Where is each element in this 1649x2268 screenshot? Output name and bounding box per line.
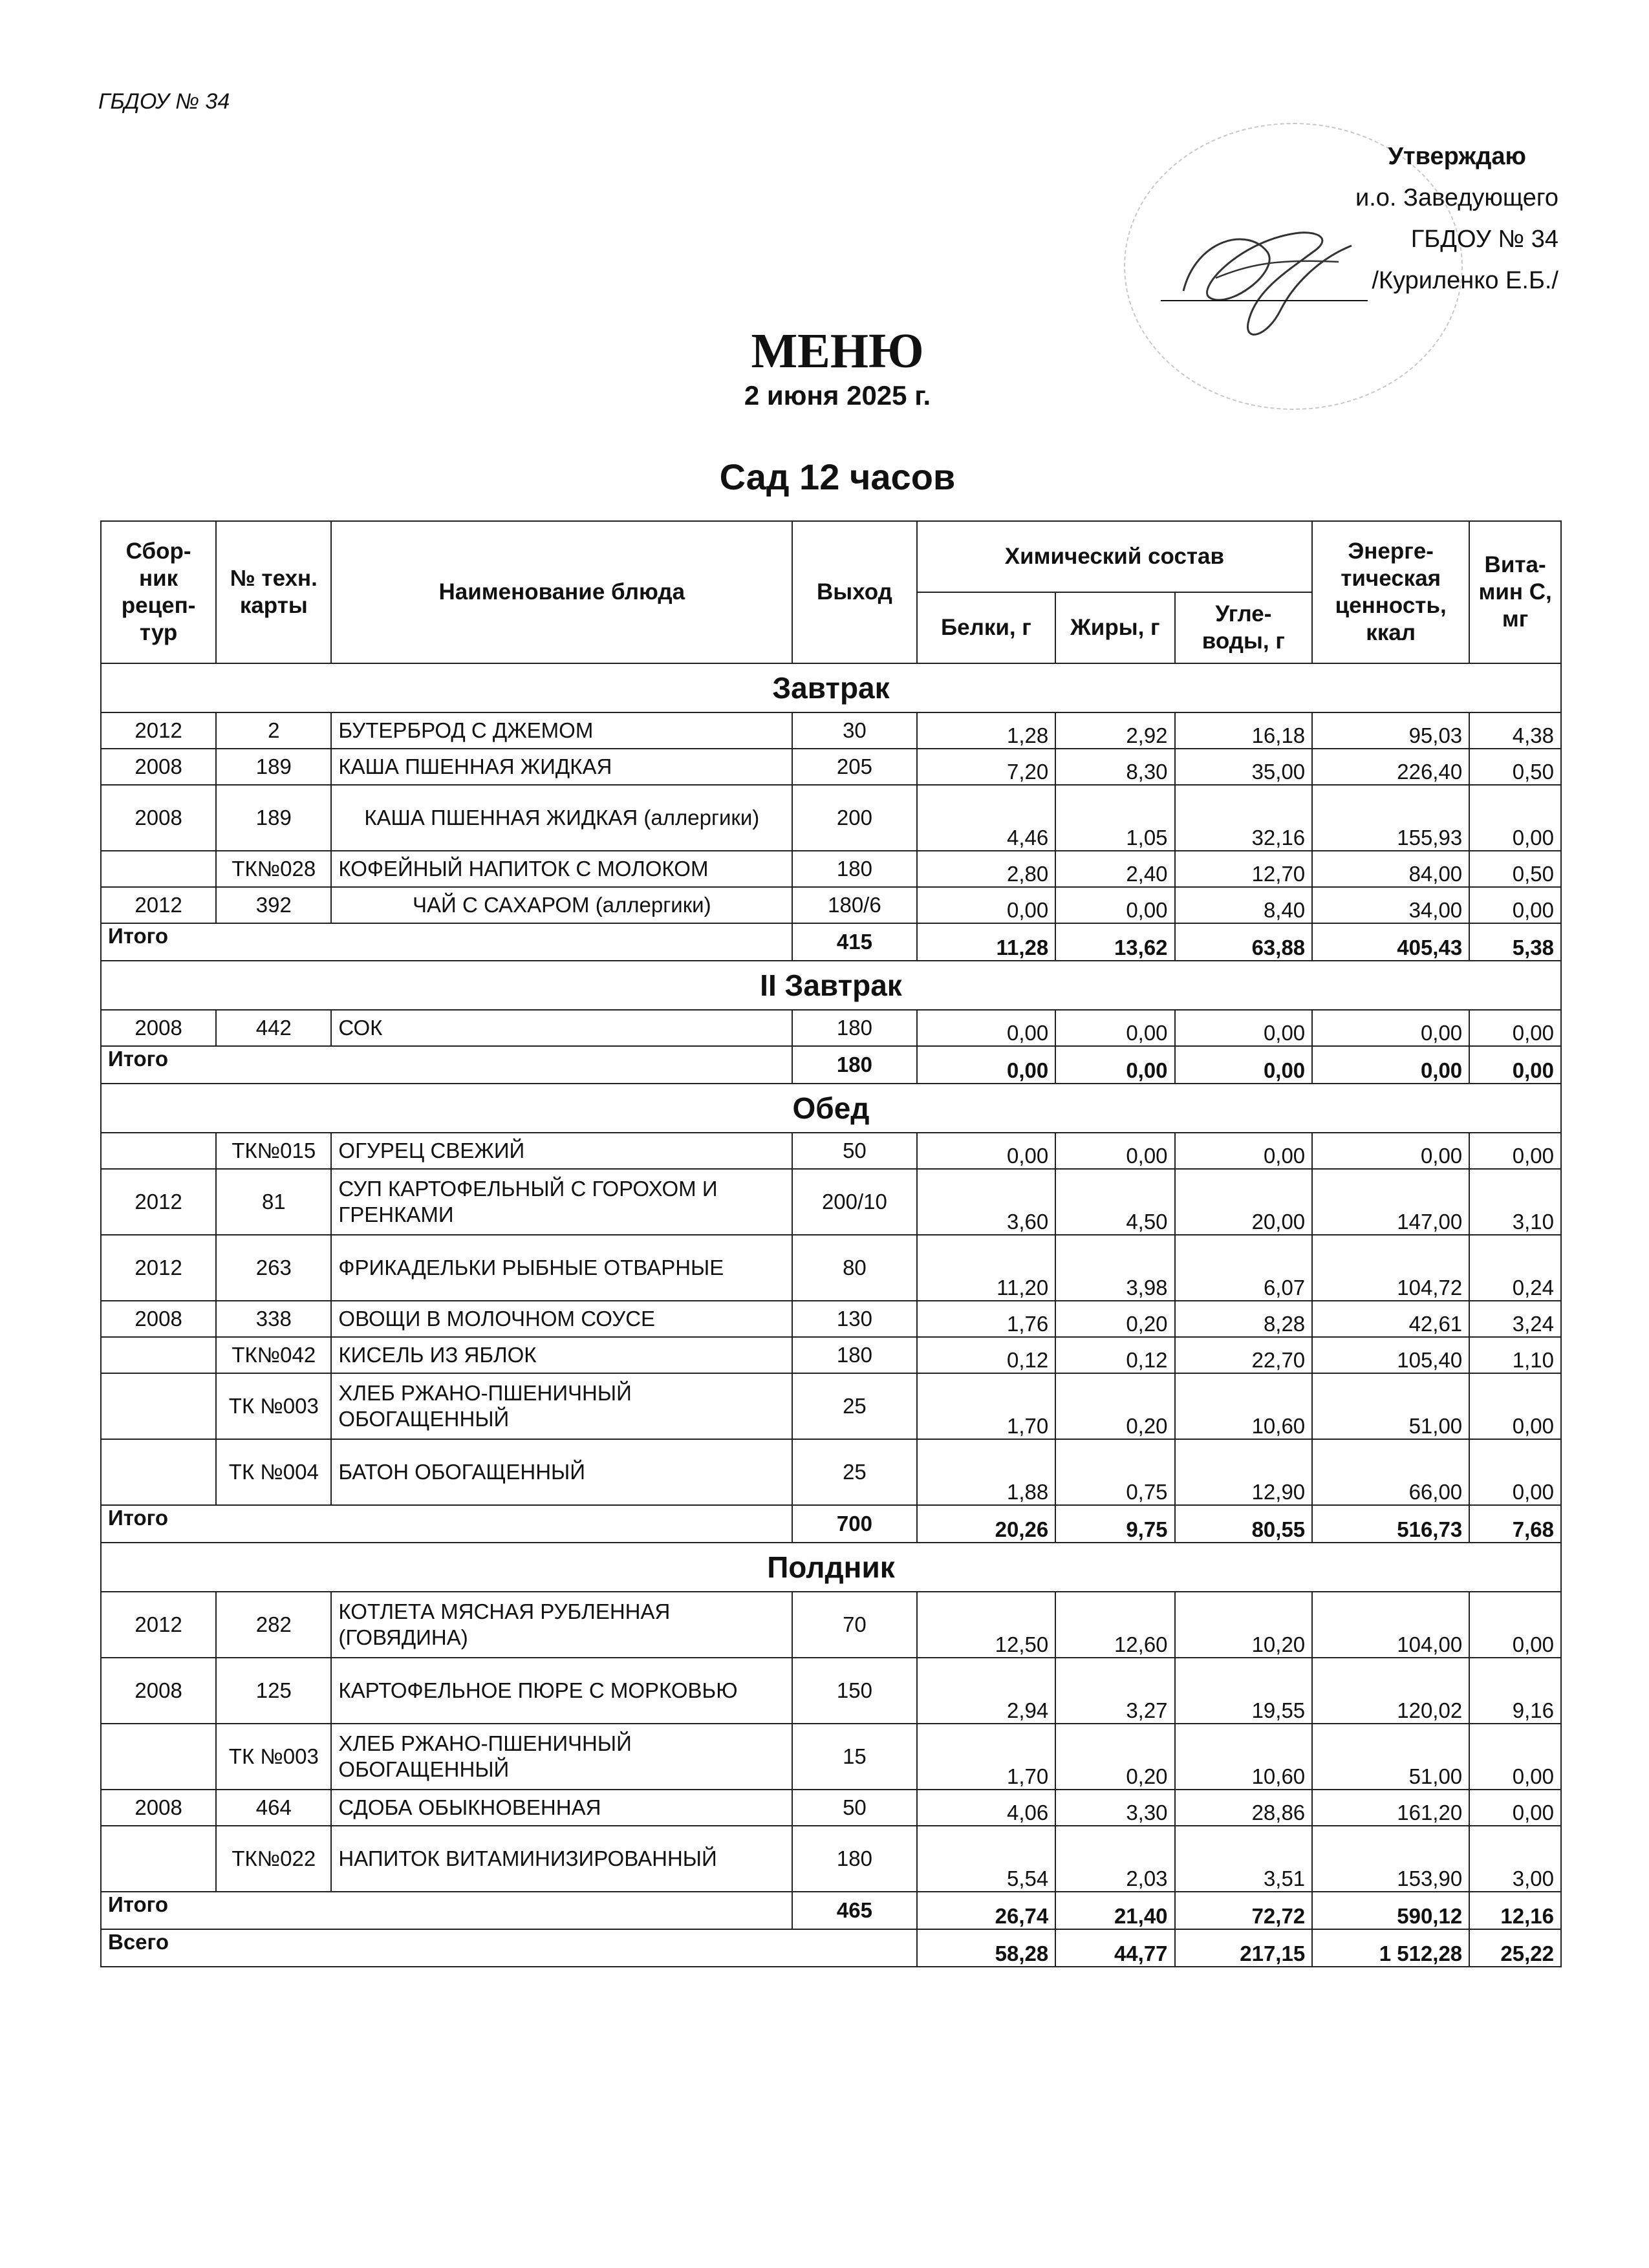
protein-cell: 1,70	[917, 1373, 1056, 1439]
card-cell: 442	[216, 1010, 331, 1046]
carbs-cell: 6,07	[1175, 1235, 1313, 1301]
vitamin-cell: 3,24	[1469, 1301, 1561, 1337]
total-fat: 0,00	[1055, 1046, 1174, 1084]
section-title: Завтрак	[101, 663, 1561, 712]
collection-cell: 2012	[101, 1235, 216, 1301]
output-cell: 200/10	[792, 1169, 916, 1235]
collection-cell: 2008	[101, 1790, 216, 1826]
total-energy: 590,12	[1312, 1892, 1469, 1929]
energy-cell: 84,00	[1312, 851, 1469, 887]
carbs-cell: 3,51	[1175, 1826, 1313, 1892]
total-protein: 0,00	[917, 1046, 1056, 1084]
carbs-cell: 28,86	[1175, 1790, 1313, 1826]
output-cell: 30	[792, 712, 916, 749]
carbs-cell: 22,70	[1175, 1337, 1313, 1373]
dish-name-cell: ХЛЕБ РЖАНО-ПШЕНИЧНЫЙ ОБОГАЩЕННЫЙ	[331, 1373, 792, 1439]
table-row	[101, 1826, 1561, 1892]
total-label: Итого	[101, 1892, 792, 1929]
fat-cell: 4,50	[1055, 1169, 1174, 1235]
section-title: Обед	[101, 1084, 1561, 1133]
protein-cell: 0,12	[917, 1337, 1056, 1373]
dish-name-cell: БУТЕРБРОД С ДЖЕМОМ	[331, 712, 792, 749]
vitamin-cell: 0,00	[1469, 1133, 1561, 1169]
signature-line	[1161, 300, 1368, 301]
section-header	[101, 1543, 1561, 1592]
card-cell: ТК №004	[216, 1439, 331, 1505]
protein-cell: 11,20	[917, 1235, 1056, 1301]
approve-signer-line	[1106, 260, 1558, 301]
protein-cell: 12,50	[917, 1592, 1056, 1658]
vitamin-cell: 0,00	[1469, 1724, 1561, 1790]
dish-name-cell: СДОБА ОБЫКНОВЕННАЯ	[331, 1790, 792, 1826]
card-cell: ТК№028	[216, 851, 331, 887]
fat-cell: 8,30	[1055, 749, 1174, 785]
dish-name-cell: ЧАЙ С САХАРОМ (аллергики)	[331, 887, 792, 923]
grand-total-energy: 1 512,28	[1312, 1929, 1469, 1967]
output-cell: 80	[792, 1235, 916, 1301]
total-carbs: 72,72	[1175, 1892, 1313, 1929]
table-row	[101, 1592, 1561, 1658]
section-header	[101, 1084, 1561, 1133]
card-cell: 81	[216, 1169, 331, 1235]
card-cell: ТК №003	[216, 1724, 331, 1790]
carbs-cell: 10,20	[1175, 1592, 1313, 1658]
col-vitamin: Вита-мин С, мг	[1469, 521, 1561, 663]
vitamin-cell: 3,10	[1469, 1169, 1561, 1235]
vitamin-cell: 3,00	[1469, 1826, 1561, 1892]
card-cell: 392	[216, 887, 331, 923]
table-row	[101, 1724, 1561, 1790]
energy-cell: 226,40	[1312, 749, 1469, 785]
output-cell: 150	[792, 1658, 916, 1724]
protein-cell: 1,88	[917, 1439, 1056, 1505]
total-protein: 20,26	[917, 1505, 1056, 1543]
carbs-cell: 32,16	[1175, 785, 1313, 851]
protein-cell: 7,20	[917, 749, 1056, 785]
collection-cell	[101, 1439, 216, 1505]
card-cell: ТК№042	[216, 1337, 331, 1373]
grand-total-label: Всего	[101, 1929, 917, 1967]
energy-cell: 147,00	[1312, 1169, 1469, 1235]
vitamin-cell: 0,50	[1469, 749, 1561, 785]
table-row	[101, 785, 1561, 851]
total-carbs: 0,00	[1175, 1046, 1313, 1084]
col-chem: Химический состав	[917, 521, 1313, 592]
fat-cell: 2,40	[1055, 851, 1174, 887]
menu-subtitle: Сад 12 часов	[719, 456, 956, 497]
total-label: Итого	[101, 923, 792, 961]
card-cell: ТК №003	[216, 1373, 331, 1439]
card-cell: 2	[216, 712, 331, 749]
collection-cell	[101, 1826, 216, 1892]
protein-cell: 0,00	[917, 1010, 1056, 1046]
vitamin-cell: 0,00	[1469, 1439, 1561, 1505]
collection-cell	[101, 851, 216, 887]
fat-cell: 0,20	[1055, 1724, 1174, 1790]
total-vitamin: 7,68	[1469, 1505, 1561, 1543]
total-vitamin: 5,38	[1469, 923, 1561, 961]
section-title: Полдник	[101, 1543, 1561, 1592]
table-row	[101, 1439, 1561, 1505]
total-row	[101, 1046, 1561, 1084]
table-row	[101, 1010, 1561, 1046]
dish-name-cell: ХЛЕБ РЖАНО-ПШЕНИЧНЫЙ ОБОГАЩЕННЫЙ	[331, 1724, 792, 1790]
total-output: 465	[792, 1892, 916, 1929]
dish-name-cell: ФРИКАДЕЛЬКИ РЫБНЫЕ ОТВАРНЫЕ	[331, 1235, 792, 1301]
table-row	[101, 1790, 1561, 1826]
approve-title: Утверждаю	[1388, 143, 1526, 170]
grand-total-vitamin: 25,22	[1469, 1929, 1561, 1967]
output-cell: 50	[792, 1790, 916, 1826]
card-cell: ТК№022	[216, 1826, 331, 1892]
output-cell: 180/6	[792, 887, 916, 923]
total-carbs: 63,88	[1175, 923, 1313, 961]
dish-name-cell: КИСЕЛЬ ИЗ ЯБЛОК	[331, 1337, 792, 1373]
card-cell: 464	[216, 1790, 331, 1826]
output-cell: 50	[792, 1133, 916, 1169]
protein-cell: 5,54	[917, 1826, 1056, 1892]
collection-cell	[101, 1133, 216, 1169]
col-card: № техн. карты	[216, 521, 331, 663]
card-cell: 338	[216, 1301, 331, 1337]
dish-name-cell: КОФЕЙНЫЙ НАПИТОК С МОЛОКОМ	[331, 851, 792, 887]
vitamin-cell: 0,24	[1469, 1235, 1561, 1301]
table-row	[101, 712, 1561, 749]
vitamin-cell: 0,00	[1469, 887, 1561, 923]
output-cell: 25	[792, 1439, 916, 1505]
fat-cell: 0,20	[1055, 1373, 1174, 1439]
dish-name-cell: КАША ПШЕННАЯ ЖИДКАЯ	[331, 749, 792, 785]
fat-cell: 12,60	[1055, 1592, 1174, 1658]
card-cell: ТК№015	[216, 1133, 331, 1169]
protein-cell: 2,80	[917, 851, 1056, 887]
approve-org: ГБДОУ № 34	[1410, 226, 1558, 253]
table-row	[101, 851, 1561, 887]
dish-name-cell: ОВОЩИ В МОЛОЧНОМ СОУСЕ	[331, 1301, 792, 1337]
energy-cell: 105,40	[1312, 1337, 1469, 1373]
dish-name-cell: СОК	[331, 1010, 792, 1046]
carbs-cell: 12,90	[1175, 1439, 1313, 1505]
vitamin-cell: 0,00	[1469, 785, 1561, 851]
protein-cell: 0,00	[917, 887, 1056, 923]
col-collection: Сбор-ник рецеп-тур	[101, 521, 216, 663]
grand-total-protein: 58,28	[917, 1929, 1056, 1967]
output-cell: 200	[792, 785, 916, 851]
total-fat: 21,40	[1055, 1892, 1174, 1929]
fat-cell: 2,92	[1055, 712, 1174, 749]
total-fat: 13,62	[1055, 923, 1174, 961]
table-row	[101, 1301, 1561, 1337]
dish-name-cell: КАРТОФЕЛЬНОЕ ПЮРЕ С МОРКОВЬЮ	[331, 1658, 792, 1724]
vitamin-cell: 0,50	[1469, 851, 1561, 887]
section-header	[101, 961, 1561, 1010]
total-protein: 11,28	[917, 923, 1056, 961]
output-cell: 180	[792, 1826, 916, 1892]
total-row	[101, 1892, 1561, 1929]
carbs-cell: 10,60	[1175, 1373, 1313, 1439]
vitamin-cell: 0,00	[1469, 1010, 1561, 1046]
grand-total-fat: 44,77	[1055, 1929, 1174, 1967]
table-row	[101, 1169, 1561, 1235]
table-row	[101, 1337, 1561, 1373]
collection-cell: 2012	[101, 887, 216, 923]
total-row	[101, 923, 1561, 961]
total-energy: 0,00	[1312, 1046, 1469, 1084]
collection-cell: 2012	[101, 712, 216, 749]
dish-name-cell: БАТОН ОБОГАЩЕННЫЙ	[331, 1439, 792, 1505]
energy-cell: 51,00	[1312, 1724, 1469, 1790]
protein-cell: 1,76	[917, 1301, 1056, 1337]
collection-cell: 2008	[101, 749, 216, 785]
col-name: Наименование блюда	[331, 521, 792, 663]
dish-name-cell: КАША ПШЕННАЯ ЖИДКАЯ (аллергики)	[331, 785, 792, 851]
table-row	[101, 749, 1561, 785]
page-title: МЕНЮ	[751, 324, 924, 378]
carbs-cell: 20,00	[1175, 1169, 1313, 1235]
approval-block	[1106, 136, 1558, 301]
carbs-cell: 0,00	[1175, 1133, 1313, 1169]
energy-cell: 34,00	[1312, 887, 1469, 923]
energy-cell: 153,90	[1312, 1826, 1469, 1892]
output-cell: 130	[792, 1301, 916, 1337]
carbs-cell: 35,00	[1175, 749, 1313, 785]
card-cell: 189	[216, 785, 331, 851]
output-cell: 180	[792, 1337, 916, 1373]
total-output: 700	[792, 1505, 916, 1543]
col-fat: Жиры, г	[1055, 592, 1174, 663]
card-cell: 125	[216, 1658, 331, 1724]
collection-cell	[101, 1724, 216, 1790]
vitamin-cell: 4,38	[1469, 712, 1561, 749]
collection-cell: 2012	[101, 1592, 216, 1658]
grand-total-carbs: 217,15	[1175, 1929, 1313, 1967]
energy-cell: 51,00	[1312, 1373, 1469, 1439]
protein-cell: 1,28	[917, 712, 1056, 749]
total-carbs: 80,55	[1175, 1505, 1313, 1543]
approve-position: и.о. Заведующего	[1355, 184, 1558, 211]
fat-cell: 3,27	[1055, 1658, 1174, 1724]
fat-cell: 3,30	[1055, 1790, 1174, 1826]
card-cell: 189	[216, 749, 331, 785]
total-output: 415	[792, 923, 916, 961]
energy-cell: 95,03	[1312, 712, 1469, 749]
fat-cell: 0,20	[1055, 1301, 1174, 1337]
vitamin-cell: 1,10	[1469, 1337, 1561, 1373]
carbs-cell: 8,40	[1175, 887, 1313, 923]
energy-cell: 0,00	[1312, 1133, 1469, 1169]
table-row	[101, 1133, 1561, 1169]
total-energy: 516,73	[1312, 1505, 1469, 1543]
carbs-cell: 0,00	[1175, 1010, 1313, 1046]
output-cell: 15	[792, 1724, 916, 1790]
card-cell: 282	[216, 1592, 331, 1658]
fat-cell: 0,12	[1055, 1337, 1174, 1373]
protein-cell: 3,60	[917, 1169, 1056, 1235]
protein-cell: 1,70	[917, 1724, 1056, 1790]
total-label: Итого	[101, 1046, 792, 1084]
carbs-cell: 19,55	[1175, 1658, 1313, 1724]
table-row	[101, 1658, 1561, 1724]
vitamin-cell: 9,16	[1469, 1658, 1561, 1724]
col-energy: Энерге-тическая ценность, ккал	[1312, 521, 1469, 663]
collection-cell: 2012	[101, 1169, 216, 1235]
organization-name: ГБДОУ № 34	[98, 89, 230, 114]
fat-cell: 0,00	[1055, 887, 1174, 923]
table-row	[101, 1235, 1561, 1301]
dish-name-cell: НАПИТОК ВИТАМИНИЗИРОВАННЫЙ	[331, 1826, 792, 1892]
table-row	[101, 1373, 1561, 1439]
carbs-cell: 12,70	[1175, 851, 1313, 887]
output-cell: 70	[792, 1592, 916, 1658]
collection-cell: 2008	[101, 785, 216, 851]
energy-cell: 66,00	[1312, 1439, 1469, 1505]
collection-cell	[101, 1337, 216, 1373]
energy-cell: 104,00	[1312, 1592, 1469, 1658]
total-row	[101, 1505, 1561, 1543]
protein-cell: 4,06	[917, 1790, 1056, 1826]
section-header	[101, 663, 1561, 712]
menu-body	[101, 663, 1561, 1967]
vitamin-cell: 0,00	[1469, 1373, 1561, 1439]
output-cell: 25	[792, 1373, 916, 1439]
grand-total-row	[101, 1929, 1561, 1967]
fat-cell: 0,00	[1055, 1010, 1174, 1046]
total-protein: 26,74	[917, 1892, 1056, 1929]
fat-cell: 0,00	[1055, 1133, 1174, 1169]
vitamin-cell: 0,00	[1469, 1790, 1561, 1826]
dish-name-cell: КОТЛЕТА МЯСНАЯ РУБЛЕННАЯ (ГОВЯДИНА)	[331, 1592, 792, 1658]
protein-cell: 4,46	[917, 785, 1056, 851]
energy-cell: 104,72	[1312, 1235, 1469, 1301]
col-protein: Белки, г	[917, 592, 1056, 663]
energy-cell: 42,61	[1312, 1301, 1469, 1337]
col-output: Выход	[792, 521, 916, 663]
carbs-cell: 8,28	[1175, 1301, 1313, 1337]
total-vitamin: 12,16	[1469, 1892, 1561, 1929]
vitamin-cell: 0,00	[1469, 1592, 1561, 1658]
energy-cell: 155,93	[1312, 785, 1469, 851]
total-label: Итого	[101, 1505, 792, 1543]
fat-cell: 0,75	[1055, 1439, 1174, 1505]
carbs-cell: 10,60	[1175, 1724, 1313, 1790]
protein-cell: 0,00	[917, 1133, 1056, 1169]
menu-table	[100, 520, 1562, 1967]
output-cell: 205	[792, 749, 916, 785]
output-cell: 180	[792, 1010, 916, 1046]
collection-cell: 2008	[101, 1658, 216, 1724]
fat-cell: 3,98	[1055, 1235, 1174, 1301]
carbs-cell: 16,18	[1175, 712, 1313, 749]
energy-cell: 120,02	[1312, 1658, 1469, 1724]
collection-cell: 2008	[101, 1010, 216, 1046]
total-fat: 9,75	[1055, 1505, 1174, 1543]
total-output: 180	[792, 1046, 916, 1084]
collection-cell: 2008	[101, 1301, 216, 1337]
section-title: II Завтрак	[101, 961, 1561, 1010]
table-row	[101, 887, 1561, 923]
total-energy: 405,43	[1312, 923, 1469, 961]
energy-cell: 161,20	[1312, 1790, 1469, 1826]
total-vitamin: 0,00	[1469, 1046, 1561, 1084]
fat-cell: 2,03	[1055, 1826, 1174, 1892]
collection-cell	[101, 1373, 216, 1439]
output-cell: 180	[792, 851, 916, 887]
energy-cell: 0,00	[1312, 1010, 1469, 1046]
approve-signer: /Куриленко Е.Б./	[1372, 267, 1558, 294]
protein-cell: 2,94	[917, 1658, 1056, 1724]
menu-date: 2 июня 2025 г.	[744, 380, 931, 411]
dish-name-cell: ОГУРЕЦ СВЕЖИЙ	[331, 1133, 792, 1169]
fat-cell: 1,05	[1055, 785, 1174, 851]
dish-name-cell: СУП КАРТОФЕЛЬНЫЙ С ГОРОХОМ И ГРЕНКАМИ	[331, 1169, 792, 1235]
col-carbs: Угле-воды, г	[1175, 592, 1313, 663]
card-cell: 263	[216, 1235, 331, 1301]
